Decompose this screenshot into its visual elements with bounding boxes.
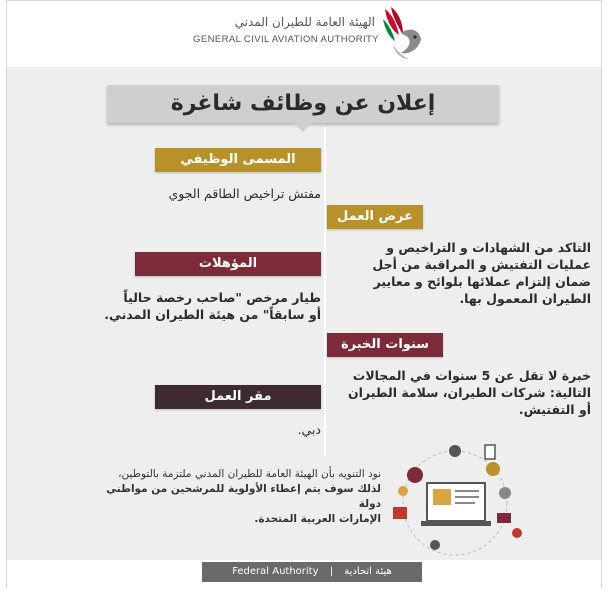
header [7, 1, 601, 67]
job-description-line: التاكد من الشهادات و التراخيص و [386, 240, 591, 255]
footer-federal-authority: Federal Authority [232, 566, 319, 577]
center-divider [324, 127, 326, 457]
footer [7, 560, 601, 588]
experience-line: أو التفتيش. [518, 402, 591, 417]
job-description-line: الطيران المعمول بها. [459, 291, 591, 306]
org-name-arabic: الهيئة العامة للطيران المدني [234, 15, 375, 29]
notice-line: لذلك سوف يتم إعطاء الأولوية للمرشحين من مواطني دولة [106, 483, 381, 510]
page-title: إعلان عن وظائف شاغرة [170, 91, 436, 116]
footer-separator: | [329, 566, 334, 577]
qualifications-text [27, 289, 321, 323]
recruitment-illustration-icon [385, 433, 585, 558]
job-description-line: ضمان إلتزام عملائها بلوائح و معايير [373, 274, 591, 289]
notice-line: نود التنويه بأن الهيئة العامة للطيران المدني ملتزمة بالتوطين، [118, 468, 381, 480]
falcon-logo-icon [379, 5, 427, 63]
job-description-text [329, 239, 591, 307]
vacancy-board [7, 67, 601, 560]
job-title-text: مفتش تراخيص الطاقم الجوي [168, 186, 321, 201]
qualifications-line: أو سابقاً" من هيئة الطيران المدني. [104, 307, 321, 322]
experience-line: خبرة لا تقل عن 5 سنوات في المجالات [352, 368, 591, 383]
page-frame [6, 0, 602, 588]
experience-line: التالية: شركات الطيران، سلامة الطيران [348, 385, 591, 400]
footer-bar [202, 562, 422, 582]
localization-notice [99, 467, 381, 527]
location-label: مقر العمل [155, 385, 321, 409]
qualifications-label: المؤهلات [135, 252, 321, 276]
org-name-english: GENERAL CIVIL AVIATION AUTHORITY [193, 34, 379, 45]
job-description-line: عمليات التفتيش و المراقبة من أجل [372, 257, 591, 272]
experience-text [329, 367, 591, 418]
footer-federal-authority-arabic: هيئة اتحادية [344, 566, 392, 577]
qualifications-line: طيار مرخص "صاحب رخصة حالياً [123, 290, 321, 305]
job-title-label: المسمى الوظيفي [155, 148, 321, 172]
job-description-label: عرض العمل [327, 205, 423, 229]
notice-line: الإمارات العربية المتحدة. [254, 513, 381, 525]
location-text: دبي. [297, 422, 321, 437]
title-banner [107, 85, 499, 123]
experience-label: سنوات الخبرة [327, 333, 443, 357]
